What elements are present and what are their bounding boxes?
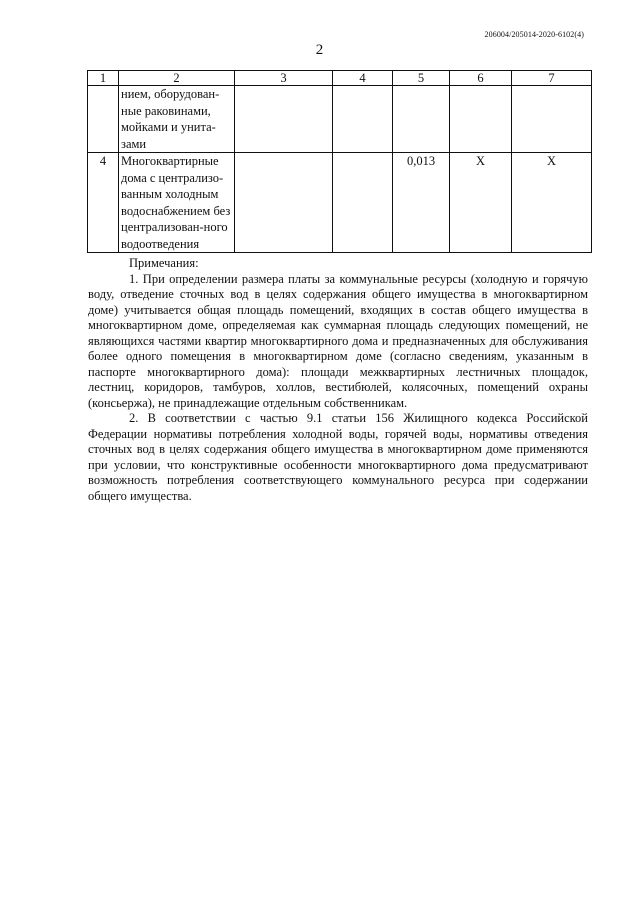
note-paragraph: 2. В соответствии с частью 9.1 статьи 156 Жилищного кодекса Российской Федерации нормативы потребления холодной воды, горячей воды, нормативы отведения сточных вод в целях содержания общего имущества в многоквартирном доме применяются при условии, что конструктивные особенности многоквартирного дома предусматривают возможность потребления соответствующего коммунального ресурса при содержании общего имущества. — [88, 411, 588, 503]
table-cell — [333, 86, 393, 153]
table-cell — [393, 86, 450, 153]
table-cell — [512, 86, 592, 153]
norms-table — [87, 70, 592, 253]
notes-section — [88, 256, 588, 504]
column-header: 6 — [450, 71, 512, 86]
column-header: 2 — [119, 71, 235, 86]
norm-value-cell: 0,013 — [393, 153, 450, 253]
table-cell: X — [450, 153, 512, 253]
description-cell: Многоквартирные дома с централизо-ванным холодным водоснабжением без централизован-ного водоотведения — [119, 153, 235, 253]
column-header: 3 — [235, 71, 333, 86]
row-number-cell — [88, 86, 119, 153]
table-cell: X — [512, 153, 592, 253]
table-cell — [235, 86, 333, 153]
notes-title: Примечания: — [129, 256, 199, 270]
row-number-cell: 4 — [88, 153, 119, 253]
description-cell: нием, оборудован-ные раковинами, мойками и унита-зами — [119, 86, 235, 153]
page-number: 2 — [315, 42, 324, 58]
table-cell — [333, 153, 393, 253]
note-paragraph: 1. При определении размера платы за коммунальные ресурсы (холодную и горячую воду, отведение сточных вод в целях содержания общего имущества в многоквартирном доме) учитывается общая площадь помещений, входящих в состав общего имущества в многоквартирном доме, определяемая как суммарная площадь следующих помещений, не являющихся частями квартир многоквартирного дома и предназначенных для обслуживания более одного помещения в многоквартирном доме (согласно сведениям, указанным в паспорте многоквартирного дома): площади межквартирных лестничных площадок, лестниц, коридоров, тамбуров, холлов, вестибюлей, колясочных, помещений охраны (консьержа), не принадлежащие отдельным собственникам. — [88, 271, 588, 410]
column-header: 5 — [393, 71, 450, 86]
column-header: 1 — [88, 71, 119, 86]
column-header: 7 — [512, 71, 592, 86]
document-id: 206004/205014-2020-6102(4) — [484, 30, 584, 39]
table-row — [88, 86, 592, 153]
table-cell — [450, 86, 512, 153]
table-header-row — [88, 71, 592, 86]
table-cell — [235, 153, 333, 253]
column-header: 4 — [333, 71, 393, 86]
table-row — [88, 153, 592, 253]
